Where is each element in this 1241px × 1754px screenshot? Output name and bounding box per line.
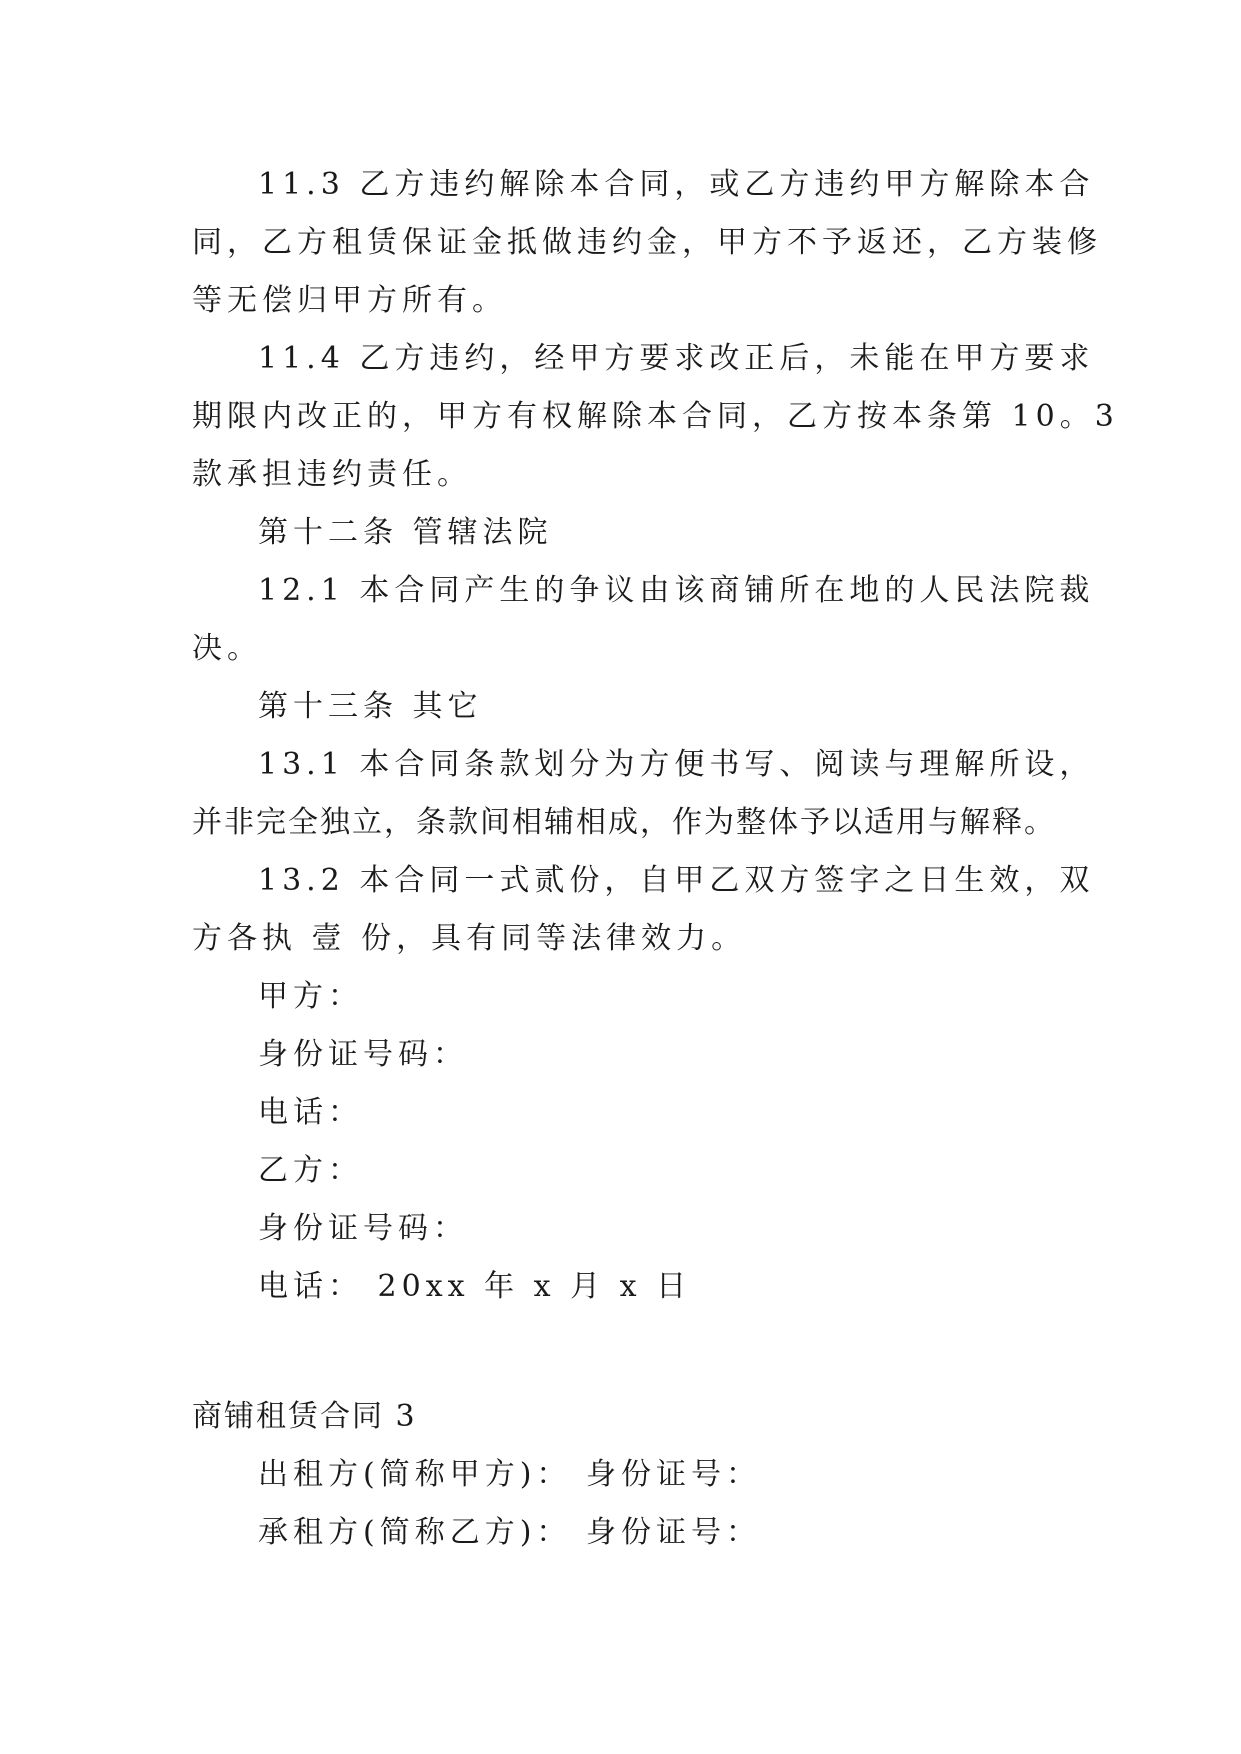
party-b-id-label: 身份证号码：: [258, 1211, 468, 1246]
clause-13-1-line-1: 13.1 本合同条款划分为方便书写、阅读与理解所设，: [258, 747, 1095, 782]
clause-11-4-line-3: 款承担违约责任。: [192, 457, 472, 492]
article-13-heading: 第十三条 其它: [258, 689, 483, 724]
clause-11-4-line-1: 11.4 乙方违约，经甲方要求改正后，未能在甲方要求: [258, 341, 1095, 376]
clause-11-4-line-2: 期限内改正的，甲方有权解除本合同，乙方按本条第 10。3: [192, 399, 1119, 434]
next-contract-title: 商铺租赁合同 3: [192, 1399, 417, 1434]
clause-12-1-line-2: 决。: [192, 631, 262, 666]
party-a-id-label: 身份证号码：: [258, 1037, 468, 1072]
party-a-phone-label: 电话：: [258, 1095, 363, 1130]
party-b-label: 乙方：: [258, 1153, 363, 1188]
clause-13-1-line-2: 并非完全独立，条款间相辅相成，作为整体予以适用与解释。: [192, 805, 1056, 840]
clause-11-3-line-3: 等无偿归甲方所有。: [192, 283, 507, 318]
article-12-heading: 第十二条 管辖法院: [258, 515, 553, 550]
clause-11-3-line-2: 同，乙方租赁保证金抵做违约金，甲方不予返还，乙方装修: [192, 225, 1102, 260]
section-spacer: [192, 1316, 1054, 1388]
clause-13-2-line-1: 13.2 本合同一式贰份，自甲乙双方签字之日生效，双: [258, 863, 1095, 898]
lessor-line: 出租方(简称甲方)： 身份证号：: [258, 1457, 761, 1492]
clause-13-2-line-2: 方各执 壹 份，具有同等法律效力。: [192, 921, 747, 956]
lessee-line: 承租方(简称乙方)： 身份证号：: [258, 1515, 761, 1550]
clause-11-3-line-1: 11.3 乙方违约解除本合同，或乙方违约甲方解除本合: [258, 167, 1095, 202]
document-body: [192, 156, 1119, 1562]
party-b-phone-date: 电话： 20xx 年 x 月 x 日: [258, 1269, 692, 1304]
clause-12-1-line-1: 12.1 本合同产生的争议由该商铺所在地的人民法院裁: [258, 573, 1095, 608]
party-a-label: 甲方：: [258, 979, 363, 1014]
